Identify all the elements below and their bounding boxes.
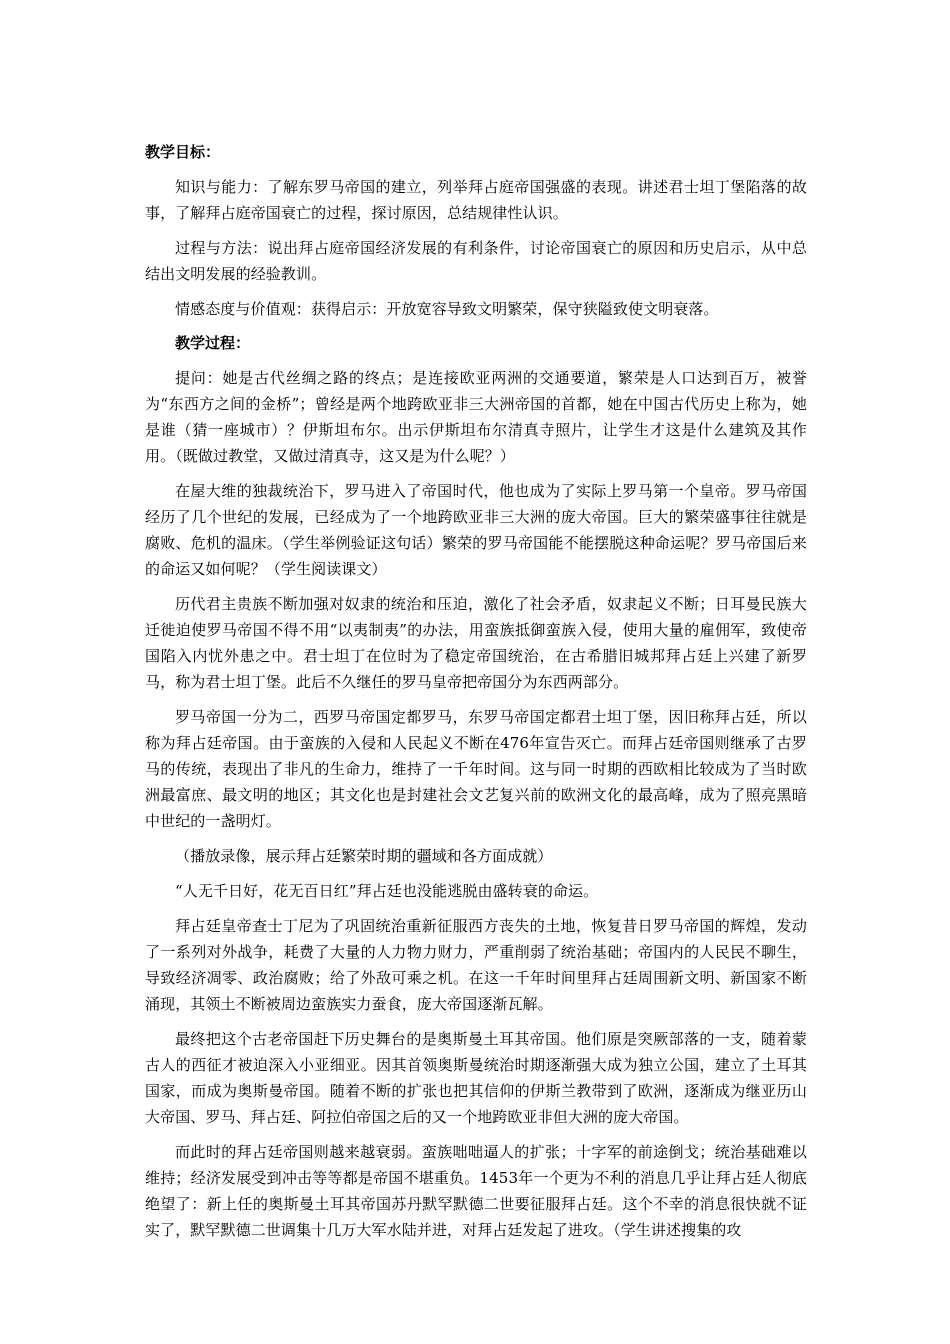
process-paragraph: 拜占廷皇帝查士丁尼为了巩固统治重新征服西方丧失的土地，恢复昔日罗马帝国的辉煌，发动了一系列对外战争，耗费了大量的人力物力财力，严重削弱了统治基础；帝国内的人民民不聊生，导致经济凋零、政治腐败；给了外敌可乘之机。在这一千年时间里拜占廷周围新文明、新国家不断涌现，其领土不断被周边蛮族实力蚕食，庞大帝国逐渐瓦解。 xyxy=(145,917,807,1013)
process-paragraph: 而此时的拜占廷帝国则越来越衰弱。蛮族咄咄逼人的扩张；十字军的前途倒戈；统治基础难以维持；经济发展受到冲击等等都是帝国不堪重负。1453年一个更为不利的消息几乎让拜占廷人彻底绝望了：新上任的奥斯曼土耳其帝国苏丹默罕默德二世要征服拜占廷。这个不幸的消息很快就不证实了，默罕默德二世调集十几万大军水陆并进，对拜占廷发起了进攻。（学生讲述搜集的攻 xyxy=(145,1143,807,1239)
process-paragraph: 提问：她是古代丝绸之路的终点；是连接欧亚两洲的交通要道，繁荣是人口达到百万，被誉为“东西方之间的金桥”；曾经是两个地跨欧亚非三大洲帝国的首都，她在中国古代历史上称为，她是谁（猜一座城市）？伊斯坦布尔。出示伊斯坦布尔清真寺照片，让学生才这是什么建筑及其作用。（既做过教堂，又做过清真寺，这又是为什么呢？） xyxy=(145,369,807,465)
document-body xyxy=(145,140,807,1252)
heading-teaching-process: 教学过程： xyxy=(175,334,251,352)
goal-values-paragraph: 情感态度与价值观：获得启示：开放宽容导致文明繁荣，保守狭隘致使文明衰落。 xyxy=(175,300,719,318)
process-paragraph: （播放录像，展示拜占廷繁荣时期的疆域和各方面成就） xyxy=(175,847,553,865)
process-paragraph: “人无千日好，花无百日红”拜占廷也没能逃脱由盛转衰的命运。 xyxy=(175,882,599,900)
process-paragraph: 罗马帝国一分为二，西罗马帝国定都罗马，东罗马帝国定都君士坦丁堡，因旧称拜占廷，所以称为拜占廷帝国。由于蛮族的入侵和人民起义不断在476年宣告灭亡。而拜占廷帝国则继承了古罗马的传统，表现出了非凡的生命力，维持了一千年时间。这与同一时期的西欧相比较成为了当时欧洲最富庶、最文明的地区；其文化也是封建社会文艺复兴前的欧洲文化的最高峰，成为了照亮黑暗中世纪的一盏明灯。 xyxy=(145,708,807,830)
process-paragraph: 在屋大维的独裁统治下，罗马进入了帝国时代，他也成为了实际上罗马第一个皇帝。罗马帝国经历了几个世纪的发展，已经成为了一个地跨欧亚非三大洲的庞大帝国。巨大的繁荣盛事往往就是腐败、危机的温床。（学生举例验证这句话）繁荣的罗马帝国能不能摆脱这种命运呢？罗马帝国后来的命运又如何呢？（学生阅读课文） xyxy=(145,482,807,578)
goal-knowledge-paragraph: 知识与能力：了解东罗马帝国的建立，列举拜占庭帝国强盛的表现。讲述君士坦丁堡陷落的故事，了解拜占庭帝国衰亡的过程，探讨原因，总结规律性认识。 xyxy=(145,178,807,222)
heading-teaching-goals: 教学目标： xyxy=(145,143,221,161)
process-paragraph: 历代君主贵族不断加强对奴隶的统治和压迫，激化了社会矛盾，奴隶起义不断；日耳曼民族大迁徙迫使罗马帝国不得不用“以夷制夷”的办法，用蛮族抵御蛮族入侵，使用大量的雇佣军，致使帝国陷入内忧外患之中。君士坦丁在位时为了稳定帝国统治，在古希腊旧城邦拜占廷上兴建了新罗马，称为君士坦丁堡。此后不久继任的罗马皇帝把帝国分为东西两部分。 xyxy=(145,595,807,691)
process-paragraph: 最终把这个古老帝国赶下历史舞台的是奥斯曼土耳其帝国。他们原是突厥部落的一支，随着蒙古人的西征才被迫深入小亚细亚。因其首领奥斯曼统治时期逐渐强大成为独立公国，建立了土耳其国家，而成为奥斯曼帝国。随着不断的扩张也把其信仰的伊斯兰教带到了欧洲，逐渐成为继亚历山大帝国、罗马、拜占廷、阿拉伯帝国之后的又一个地跨欧亚非但大洲的庞大帝国。 xyxy=(145,1030,807,1126)
goal-process-paragraph: 过程与方法：说出拜占庭帝国经济发展的有利条件，讨论帝国衰亡的原因和历史启示，从中总结出文明发展的经验教训。 xyxy=(145,239,807,283)
